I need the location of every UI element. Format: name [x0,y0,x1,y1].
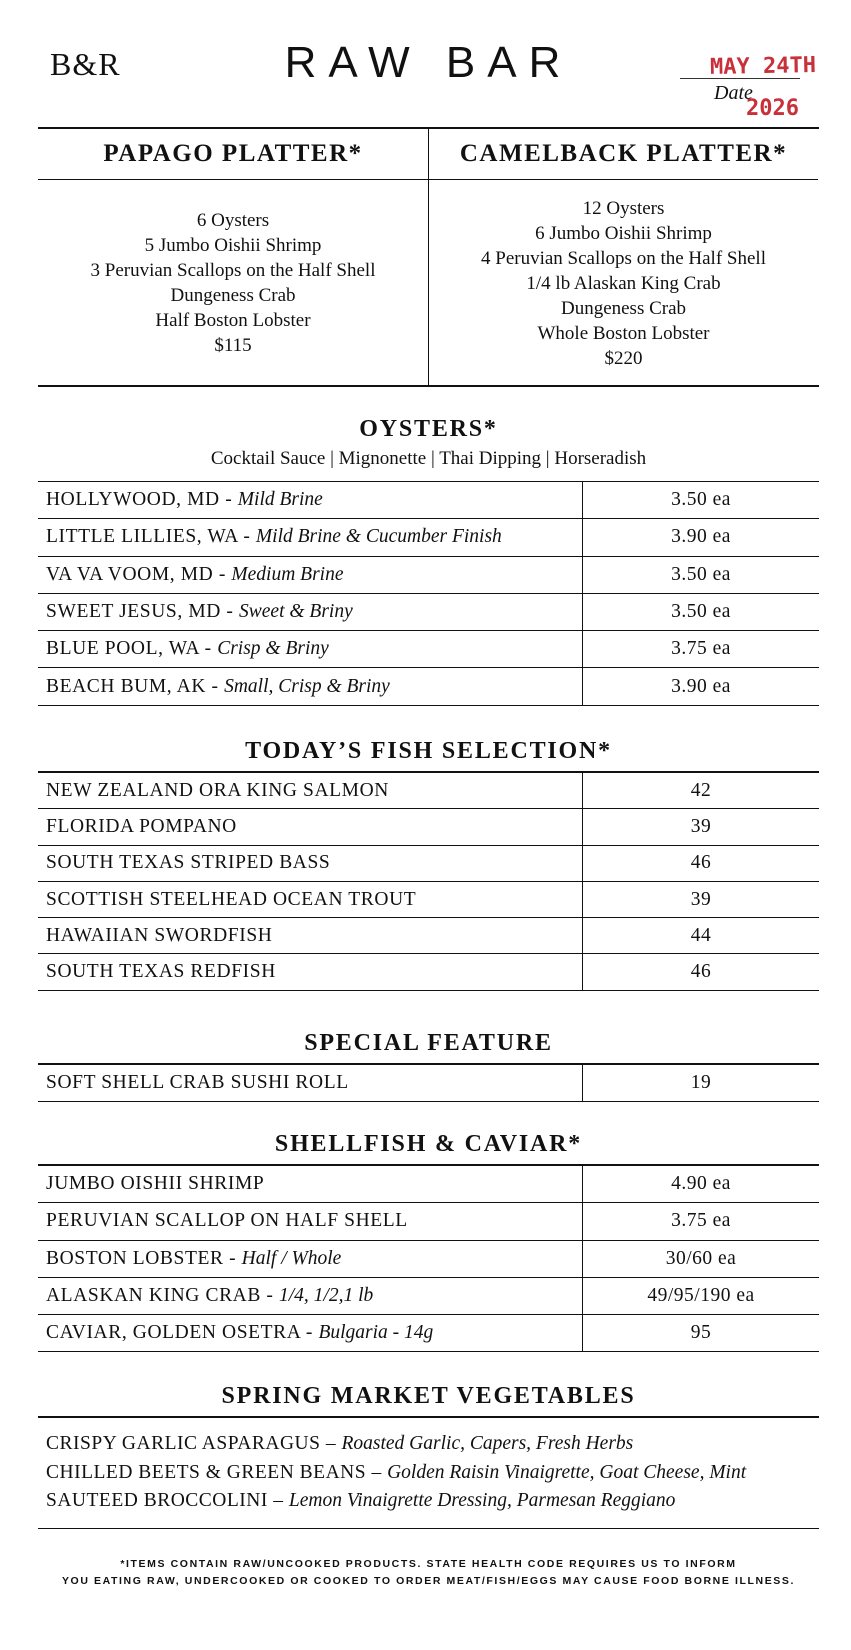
item-description: Medium Brine [231,563,344,585]
footnote-line: *ITEMS CONTAIN RAW/UNCOOKED PRODUCTS. STATE HEALTH CODE REQUIRES US TO INFORM [120,1558,737,1570]
item-price: 44 [690,924,712,946]
special-table [38,1065,819,1102]
item-description: Bulgaria - 14g [318,1322,434,1344]
item-name [38,519,583,555]
menu-page [38,0,819,1650]
menu-row [38,1065,819,1102]
item-description: Mild Brine & Cucumber Finish [255,526,502,548]
item-description: Half / Whole [241,1247,342,1269]
menu-row [38,809,819,845]
fish-table [38,773,819,991]
item-description: 1/4, 1/2,1 lb [279,1285,374,1307]
menu-row [38,846,819,882]
item-name [38,773,583,808]
item-name [38,846,583,881]
platter-item: 3 Peruvian Scallops on the Half Shell [90,260,376,281]
item-name [38,557,583,593]
platter-item: Dungeness Crab [170,285,296,306]
menu-row [38,918,819,954]
restaurant-logo: B&R [50,46,121,82]
date-underline [680,78,800,79]
divider [38,1416,819,1418]
menu-row [38,1278,819,1315]
item-name [38,668,583,704]
vegetables-list [46,1430,816,1516]
platter-item: Whole Boston Lobster [537,323,710,344]
menu-row [38,668,819,705]
item-price: 3.90 ea [671,675,731,697]
platter-item: 1/4 lb Alaskan King Crab [526,273,721,294]
vegetable-item: SAUTEED BROCCOLINI – Lemon Vinaigrette Dressing, Parmesan Reggiano [46,1490,676,1511]
date-stamp [680,48,820,128]
item-description: Mild Brine [237,489,323,511]
shellfish-table [38,1166,819,1352]
platter-item: 6 Jumbo Oishii Shrimp [535,223,712,244]
item-price: 42 [690,779,712,801]
menu-row [38,954,819,990]
item-name [38,1278,583,1314]
platter-item: 12 Oysters [582,198,665,219]
vegetable-item: CRISPY GARLIC ASPARAGUS – Roasted Garlic, Capers, Fresh Herbs [46,1433,634,1454]
item-name [38,809,583,844]
shellfish-title: SHELLFISH & CAVIAR* [274,1131,583,1157]
item-price: 46 [690,852,712,874]
item-name [38,1315,583,1351]
special-title: SPECIAL FEATURE [304,1030,553,1056]
menu-row [38,882,819,918]
item-title: ALASKAN KING CRAB - [46,1285,280,1307]
item-title: LITTLE LILLIES, WA - [46,526,256,548]
menu-title: RAW BAR [284,38,573,87]
footnote-line: YOU EATING RAW, UNDERCOOKED OR COOKED TO ORDER MEAT/FISH/EGGS MAY CAUSE FOOD BORNE ILLNESS. [61,1575,796,1587]
menu-row [38,1315,819,1352]
divider [38,1528,819,1529]
menu-row [38,519,819,556]
menu-row [38,482,819,519]
platter-title: PAPAGO PLATTER* [38,128,428,180]
item-title: HAWAIIAN SWORDFISH [46,924,273,946]
item-price: 95 [690,1322,712,1344]
date-label: Date [714,82,753,104]
item-title: SCOTTISH STEELHEAD OCEAN TROUT [46,888,417,910]
oysters-title: OYSTERS* [359,416,498,442]
item-title: SWEET JESUS, MD - [46,601,239,623]
item-price: 3.50 ea [671,601,731,623]
item-price: 3.50 ea [671,489,731,511]
item-price: 3.50 ea [671,563,731,585]
health-footnote [38,1556,819,1590]
date-month: MAY 24TH [709,53,817,80]
divider [38,385,819,387]
item-price: 39 [690,815,712,837]
item-name [38,631,583,667]
item-description: Sweet & Briny [239,601,353,623]
menu-row [38,1166,819,1203]
item-title: VA VA VOOM, MD - [46,563,232,585]
platter-camelback [428,128,818,386]
vegetables-title: SPRING MARKET VEGETABLES [221,1383,636,1409]
item-name [38,954,583,989]
item-title: SOFT SHELL CRAB SUSHI ROLL [46,1072,349,1093]
platter-item: 5 Jumbo Oishii Shrimp [144,235,322,256]
item-price: 3.90 ea [671,526,731,548]
menu-row [38,631,819,668]
platter-price: $115 [214,335,252,356]
item-title: BLUE POOL, WA - [46,638,218,660]
fish-title: TODAY’S FISH SELECTION* [245,738,612,764]
date-year: 2026 [746,96,799,121]
platter-items [38,180,428,358]
item-title: HOLLYWOOD, MD - [46,489,238,511]
oysters-sauces: Cocktail Sauce | Mignonette | Thai Dipping | Horseradish [210,448,647,469]
menu-row [38,773,819,809]
item-name [38,882,583,917]
item-price: 4.90 ea [671,1173,731,1195]
item-title: SOUTH TEXAS STRIPED BASS [46,852,331,874]
item-price: 39 [690,888,712,910]
platter-item: 4 Peruvian Scallops on the Half Shell [481,248,766,269]
menu-row [38,1203,819,1240]
item-price: 30/60 ea [665,1247,737,1269]
item-name [38,1065,583,1101]
item-description: Small, Crisp & Briny [224,675,390,697]
vegetable-item: CHILLED BEETS & GREEN BEANS – Golden Raisin Vinaigrette, Goat Cheese, Mint [46,1461,747,1483]
menu-row [38,557,819,594]
item-name [38,918,583,953]
item-title: SOUTH TEXAS REDFISH [46,961,276,983]
platter-item: 6 Oysters [196,210,270,231]
oysters-table [38,482,819,706]
item-title: PERUVIAN SCALLOP ON HALF SHELL [46,1210,408,1232]
item-price: 49/95/190 ea [647,1285,755,1307]
platter-items [429,180,818,371]
item-title: BOSTON LOBSTER - [46,1247,242,1269]
platter-price: $220 [604,348,643,369]
platter-item: Dungeness Crab [560,298,687,319]
item-name [38,482,583,518]
platter-item: Half Boston Lobster [155,310,311,331]
item-description: Crisp & Briny [217,638,329,660]
item-name [38,1241,583,1277]
platter-title: CAMELBACK PLATTER* [429,128,818,180]
item-price: 3.75 ea [671,638,731,660]
item-name [38,1166,583,1202]
item-title: FLORIDA POMPANO [46,815,237,837]
menu-header [38,0,819,128]
platter-papago [38,128,428,386]
item-title: NEW ZEALAND ORA KING SALMON [46,779,389,801]
platters-section [38,128,819,386]
item-price: 19 [690,1072,712,1093]
item-price: 3.75 ea [671,1210,731,1232]
item-title: BEACH BUM, AK - [46,675,225,697]
item-name [38,1203,583,1239]
item-title: CAVIAR, GOLDEN OSETRA - [46,1322,319,1344]
item-title: JUMBO OISHII SHRIMP [46,1173,265,1195]
item-name [38,594,583,630]
item-price: 46 [690,961,712,983]
menu-row [38,1241,819,1278]
menu-row [38,594,819,631]
